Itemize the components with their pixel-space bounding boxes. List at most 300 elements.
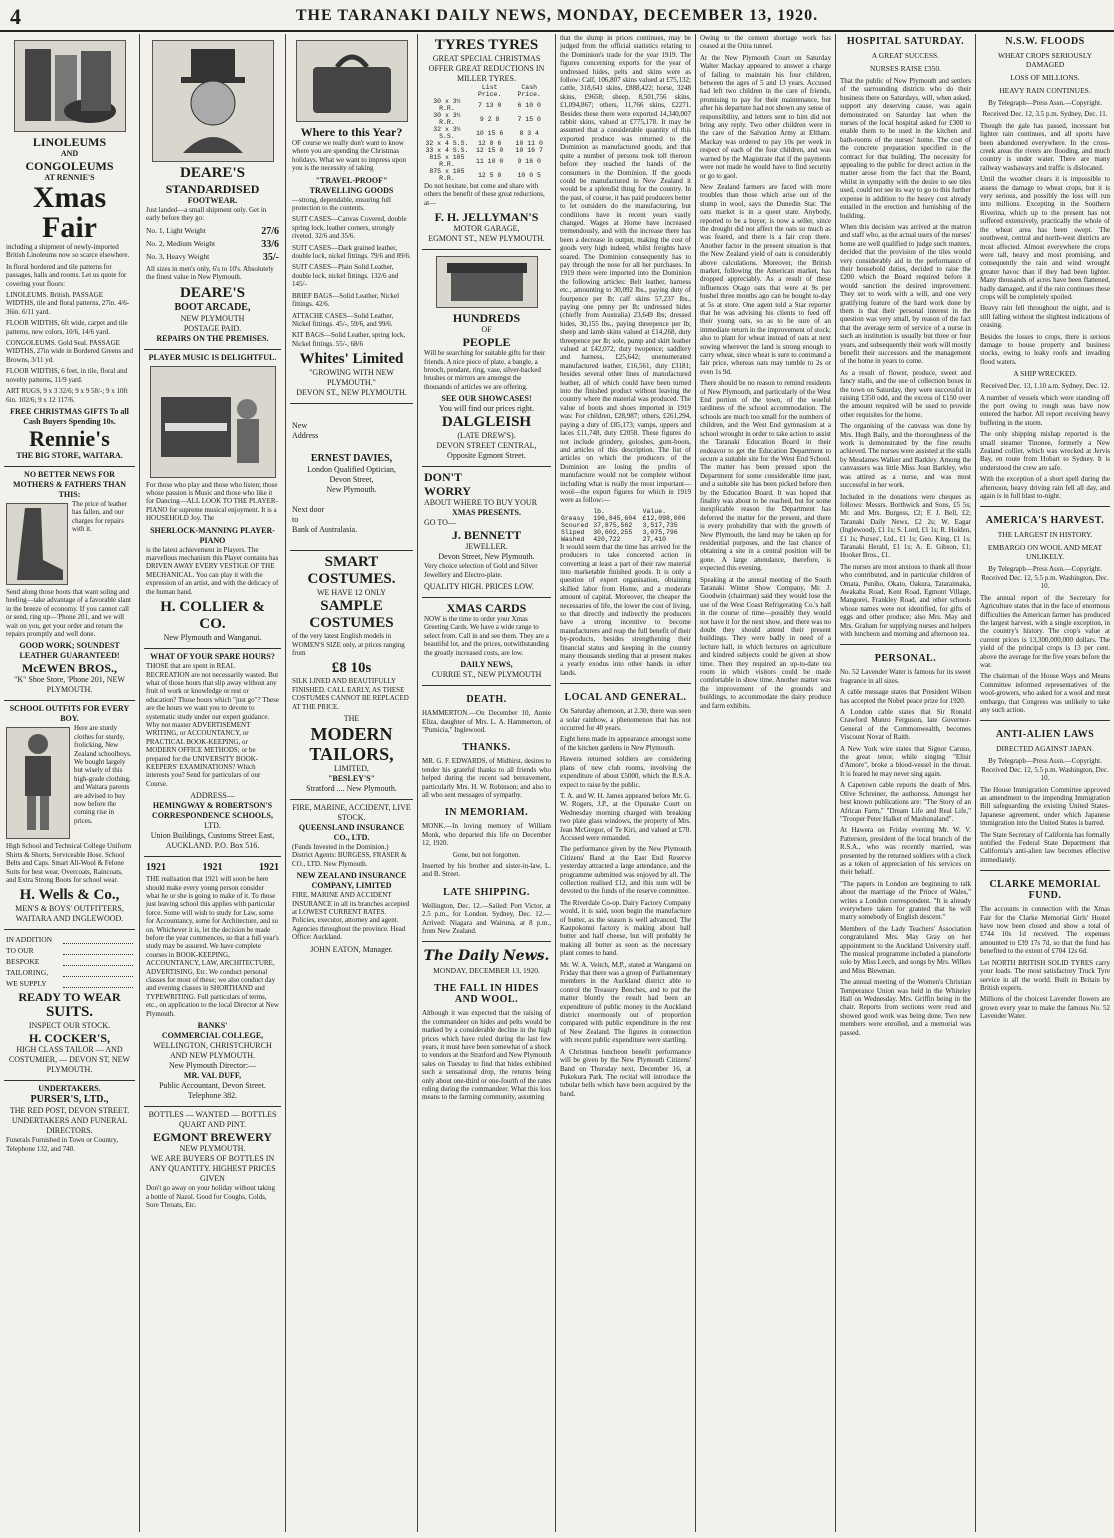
thanks-head: THANKS. [462, 742, 511, 754]
davies-name: ERNEST DAVIES, [310, 453, 393, 465]
cell: Sliped [561, 528, 585, 536]
about-label: ABOUT WHERE TO BUY YOUR [424, 498, 538, 508]
header-cell: Cash Price. [517, 84, 541, 98]
divider [980, 870, 1110, 871]
divider [560, 683, 691, 684]
blank-rule [63, 968, 133, 977]
whites-item: BRIEF BAGS—Solid Leather, Nickel fittings. 42/6. [292, 291, 400, 309]
personal-item: "The papers in London are beginning to talk about the marriage of the Prince of Wales," writes a London correspondent. "It is already everywhere taken for granted that he will marry somebody of English descent." [840, 879, 971, 922]
hospital-sub: A GREAT SUCCESS. [871, 51, 940, 60]
free-gifts: FREE CHRISTMAS GIFTS To all Cash Buyers Spending 10s. [10, 406, 129, 426]
floods-sub-2: LOSS OF MILLIONS. [1010, 73, 1080, 82]
hospital-paragraph: As a result of flower, produce, sweet and fancy stalls, and the use of collection boxes in the town on Saturday, they were successful in raising £350 odd, and the excess of £150 over the amount required will be used to provide other requisites for the home. [840, 368, 971, 419]
director-name: MR. VAL DUFF, [183, 1071, 242, 1081]
schoolboy-illustration [6, 727, 70, 839]
tyres-head: TYRES TYRES [434, 37, 539, 53]
wells-name: H. Wells & Co., [19, 887, 120, 904]
hospital-paragraph: That the public of New Plymouth and settlers of the surrounding districts who do their business there on Saturdays, will, when asked, support any deserving cause, was again demonstrated on Saturday last when the nurses of the local hospital asked for £300 to enable them to be used in the kitchen and bath-rooms of the nurses' home. The cost of the concrete preparation specified in the contract for that building. The necessity for appealing to the public for direct action in the matter arose from the fact that the Board, whilst in sympathy with the desire to see tiles used, could not see its way to go to this further expense in addition to the heavy cost already entailed in the erection and furnishing of the building. [840, 77, 971, 220]
xmas-presents: XMAS PRESENTS. [452, 508, 521, 518]
purser-note: Funerals Furnished in Town or Country, Telephone 132, and 740. [6, 1136, 119, 1153]
clarke-paragraph: Millions of the choicest Lavender flowers are grown every year to make the famous No. 52 Lavender Water. [980, 995, 1110, 1021]
personal-head: PERSONAL. [874, 653, 937, 665]
thanks-notice: MR. G. F. EDWARDS, of Midhirst, desires to tender his grateful thanks to all friends who helped during the recent sad bereavement, particularly Mrs. H. W. Robinson; and also to all who sent messages of sympathy. [422, 757, 551, 799]
cell: 6 10 0 [517, 101, 541, 109]
table-header [560, 508, 691, 515]
insurance-note-2: FIRE, MARINE AND ACCIDENT INSURANCE in all its branches accepted at LOWEST CURRENT RATES. Policies, executor, attorney and agent. Agencies throughout the province. Head Office: Auckland. [292, 891, 410, 942]
cell: 37,875,562 [593, 521, 633, 529]
hospital-paragraph: When this decision was arrived at the matron and staff who, as the actual users of the nurses' home are well qualified to judge such matters, decided that the provision of the tiles would very considerably aid in the performance of their household duties, decided to raise the £200 which the Board required before it would sanction the desired improvement. They set to work with a will, and one very gratifying feature of the hard work done by them is that their personal interest in the question was very small, by reason of the fact that the average term of service of a nurse in such an institution is usually but three or four years, and subsequently their work will mostly benefit their successors and the management of the home in years to come. [840, 222, 971, 366]
late-drews: (LATE DREW'S). [457, 431, 516, 441]
cell: 815 x 105 R.R. [429, 154, 465, 168]
limited: LIMITED, [334, 763, 369, 773]
ready-to-wear: READY TO WEAR [18, 990, 121, 1005]
table-row [424, 126, 549, 140]
mcewen-body: Send along those boots that want soling and heeling—take advantage of a favorable slant in the breeze of economy. If you cannot call or send, ring up—'Phone 201, and we will wait on you, get your order and return the repairs promptly and well done. [6, 587, 131, 638]
memoriam-head: IN MEMORIAM. [444, 807, 529, 819]
local-item: The performance given by the New Plymouth Citizens' Band at the East End Reserve yesterday attracted a large attendance, and the programme submitted was enjoyed by all. The collection realised £12, and this sum will be devoted to the funds of the reserve committee. [560, 845, 691, 896]
divider [980, 720, 1110, 721]
wells-body: High School and Technical College Uniform Shirts & Shorts, Serviceable Hose. School Belts and Caps. Smart All-Wool & Felone Suits for best wear. Overcoats, Raincoats, and Extra Strong Boots for school wear. [6, 842, 132, 884]
cable-paragraph: With the exception of a short spell during the afternoon, heavy driving rain fell all day, and again is in full blast to-night. [980, 475, 1110, 501]
cell: 875 x 105 R.R. [429, 168, 465, 182]
local-item: T. A. and W. H. James appeared before Mr. G. W. Rogers, J.P., at the Opunake Court on Wednesday morning charged with breaking two plate glass windows, the property of Mrs. Jean McGregor, of Te Kiri, and valued at £70. Accused were remanded. [560, 791, 691, 842]
cell: 420,722 [593, 535, 621, 543]
column-2 [140, 34, 286, 1532]
cell: 30 x 3½ R.R. [433, 112, 461, 126]
standardised: STANDARDISED [165, 182, 260, 196]
xmas-cards: XMAS CARDS [446, 601, 527, 616]
davies-city: New Plymouth. [326, 485, 377, 495]
cell: 30,602,255 [593, 528, 633, 536]
boot-arcade: BOOT ARCADE, [174, 301, 251, 313]
table-row [424, 154, 549, 168]
divider [980, 506, 1110, 507]
personal-item: Members of the Lady Teachers' Association congratulated Mrs. May Gray on her appointment to the Auckland University staff. The musical programme included a pianoforte solo by Miss Leech, and songs by Mrs. Wilkes and Miss Blewman. [840, 924, 971, 975]
to-label: to [292, 515, 299, 525]
tailors-address: Stratford .... New Plymouth. [306, 783, 397, 793]
header-cell: Value. [642, 507, 666, 515]
smart-costumes: SMART COSTUMES. [307, 554, 396, 588]
mcewen-tagline: GOOD WORK; SOUNDEST LEATHER GUARANTEED! [19, 641, 120, 661]
memoriam-verse: Gone, but not forgotten. [452, 850, 521, 859]
whites-item: KIT BAGS—Solid Leather, spring lock, Nickel fittings. 55/-, 68/6 [292, 331, 406, 348]
cable-paragraph: The only shipping mishap reported is the small steamer Tinonee, formerly a New Zealand collier, which was wrecked at Jervis Bay, en route from Hobart to Sydney. It is understood the crew are safe. [980, 430, 1110, 472]
nazol-note: Don't go away on your holiday without taking a bottle of Nazol. Good for Coughs, Colds, Sore Throats, Etc. [146, 1184, 275, 1209]
sample: SAMPLE [320, 598, 383, 615]
whites-item: SUIT CASES—Dark grained leather, double lock, nickel fittings. 79/6 and 89/6. [292, 243, 411, 261]
banks-director: New Plymouth Director:— [168, 1061, 257, 1071]
ship-head: A SHIP WRECKED. [1013, 369, 1077, 379]
insurance-agent: JOHN EATON, Manager. [310, 944, 393, 954]
leader-date: MONDAY, DECEMBER 13, 1920. [433, 966, 540, 976]
cable-paragraph: Though the gale has passed, incessant but lighter rain continues, and all sports have been abandoned everywhere. In the cross-creek areas the rivers are flooding, and much country is under water. There are many railway washaways and traffic is dislocated. [980, 121, 1110, 172]
cable-paragraph: A number of vessels which were standing off the port owing to rough seas have now entered the harbor. All report receiving heavy buffeting in the storm. [980, 393, 1110, 427]
suits-label: SUITS. [45, 1004, 94, 1021]
rennie-item: LINOLEUMS. British. PASSAGE WIDTHS, tile and floral patterns, 27in. 4/6-36in. 6/11 yard. [6, 291, 130, 316]
price-label: No. 3, Heavy Weight [146, 251, 210, 261]
blank-rule [63, 946, 133, 955]
price-label: No. 2, Medium Weight [146, 238, 216, 248]
table-row [424, 168, 549, 182]
cocker-line-text: TAILORING, [6, 968, 49, 978]
congoleums-title: CONGOLEUMS [25, 159, 114, 173]
cell: 3,517,735 [642, 521, 678, 529]
anti-alien-head: ANTI-ALIEN LAWS [995, 729, 1095, 741]
hospital-head: HOSPITAL SATURDAY. [846, 36, 965, 47]
personal-item: A Capetown cable reports the death of Mrs. Olive Schreiner, the authoress. Amongst her best known publications are: "The Story of an African Farm," "Dream Life and Real Life," "Trooper Peter Halket of Mashonaland". [840, 781, 971, 823]
dateline: Received Dec. 13, 1.10 a.m. Sydney, Dec. 12. [980, 382, 1110, 391]
cell: 10 16 7 [515, 147, 543, 154]
banks-ad [144, 857, 281, 1107]
personal-item: At Hawera on Friday evening Mr. W. V. Patterson, president of the local branch of the R.S.A., who was recently married, was presented by the returned soldiers with a clock as a token of appreciation of his services on their behalf. [840, 826, 971, 877]
rennie-item: CONGOLEUMS. Gold Seal. PASSAGE WIDTHS, 27in wide in Bordered Greens and Browns, 3/11 yd. [6, 339, 133, 364]
local-item: Speaking at the annual meeting of the South Taranaki Winter Show Company, Mr. J. Goodwin (chairman) said they would lose the use of the West Coast Refrigerating Co.'s hall in the course of time—possibly they would not have it for the next show, and there was no doubt they should attend their present buildings. They were badly in need of a lecture hall, in which lectures on agriculture and kindred subjects could be given at show time. Then they required an up-to-date tea room in which visitors could be made comfortable in show time. Another matter was the improvement of the grounds and buildings, to accommodate the dairy produce and farm exhibits. [700, 575, 831, 710]
cocker-ad [4, 930, 135, 1081]
cocker-name: H. COCKER'S, [28, 1031, 110, 1046]
cell: 12 15 0 [475, 147, 504, 154]
cell: £12,098,006 [642, 514, 686, 522]
bennett-address: Devon Street, New Plymouth. [438, 552, 535, 562]
tyre-price-table [424, 84, 549, 182]
cell: 33 x 4 S.S. [425, 147, 469, 154]
bank-label: Bank of Australasia. [292, 525, 358, 535]
dateline: By Telegraph—Press Assn.—Copyright. Received Dec. 12, 5.5 p.m. Washington, Dec. 10. [981, 757, 1109, 783]
cell: Greasy [561, 514, 585, 522]
and-label: AND [60, 149, 79, 158]
daily-news-masthead: The Daily News. [423, 948, 550, 965]
cell: 12 8 6 [477, 140, 502, 147]
dateline: By Telegraph—Press Assn.—Copyright. [988, 99, 1102, 107]
hospital-paragraph: The organising of the canvass was done by Mrs. Hugh Baily, and the thoroughness of the work is demonstrated by the fine results achieved. The nurses were assisted at the stalls by Mesdames Walker and Barkley. Among the canvassers was little Miss Joan Barkley, who was attired as a nurse, and was most successful in her work. [840, 422, 971, 490]
wool-export-table [560, 508, 691, 543]
player-music-head: PLAYER MUSIC IS DELIGHTFUL. [148, 352, 277, 362]
wells-sub: MEN'S & BOYS' OUTFITTERS, WAITARA AND INGLEWOOD. [15, 904, 124, 924]
hospital-paragraph: Included in the donations were cheques as follows: Messrs. Borthwick and Sons, £5 5s; Mr. and Mrs. Burgess, £2; F. J. Bell, £2; Taranaki Daily News, £2 2s; W. Eagar (Inglewood), £1 1s; S. Lord, £1 1s; R. Holden, £1 1s; Purses', Ltd., £1 1s; Geo. King, £1 1s; Taranaki Herald, £1 1s; A. E. Gibson, £1; Hooker Bros., £1. [840, 492, 971, 560]
blank-rule [63, 979, 133, 988]
year: 1921 [146, 862, 166, 874]
cell: 32 x 3½ S.S. [433, 126, 461, 140]
price-value: 27/6 [261, 225, 279, 237]
death-notice: HAMMERTON.—On December 10, Annie Eliza, daughter of Mrs. L. A. Hammerton, of "Pumicia," Inglewood. [422, 709, 551, 734]
year: 1921 [259, 862, 279, 874]
jellyman-name: F. H. JELLYMAN'S [434, 210, 539, 225]
cell: 196,845,604 [593, 514, 637, 522]
besleys: "BESLEY'S" [327, 773, 376, 783]
undertakers-head: UNDERTAKERS. [38, 1084, 101, 1094]
at-rennies: AT RENNIE'S [44, 173, 95, 182]
deare-title: DEARE'S [179, 165, 246, 181]
banks-college: COMMERCIAL COLLEGE, [161, 1031, 264, 1041]
column-6 [696, 34, 836, 1532]
shipping-head: LATE SHIPPING. [443, 886, 530, 898]
leader-title: THE FALL IN HIDES AND WOOL. [434, 983, 539, 1006]
hundreds: HUNDREDS [452, 311, 521, 326]
insurance-note: (Funds Invested in the Dominion.) District Agents: BURGESS, FRASER & CO., LTD. New Plymouth. [292, 842, 407, 868]
boot-illustration [6, 503, 68, 585]
banks-places: WELLINGTON, CHRISTCHURCH AND NEW PLYMOUTH. [153, 1041, 272, 1061]
cell: 12 5 0 [477, 171, 502, 179]
leader-body: Although it was expected that the raising of the commandeer on hides and pelts would be marked by a considerable decline in the high prices which have ruled during the last few years, it must have been somewhat of a shock to vendors at the Stratford and New Plymouth sales on Tuesday to find that hides exhibited such a sensational drop, the returns being only about one-third or one-fourth of the rates ruling during the commandeer. What this loss means to the farming community, assuming [422, 1009, 551, 1102]
tailors: TAILORS, [309, 743, 394, 764]
travel-proof: "TRAVEL-PROOF" [315, 175, 388, 185]
davies-ad [290, 404, 413, 551]
price-row [146, 239, 279, 250]
motor-garage: MOTOR GARAGE, [453, 224, 520, 234]
cable-paragraph: Besides the losses to crops, there is serious damage to house property and business stocks, owing to leaky roofs and invading flood waters. [980, 332, 1110, 366]
years-row [146, 862, 279, 873]
memoriam-notice: MONK.—In loving memory of William Monk, who departed this life on December 12, 1920. [422, 822, 551, 848]
cocker-line [6, 957, 133, 966]
director-address: Public Accountant, Devon Street. Telephone 382. [159, 1081, 266, 1101]
header-cell: List Price. [477, 84, 502, 98]
bennett-ad [422, 467, 551, 598]
collier-ad [144, 350, 281, 649]
cell: 11 10 0 [475, 157, 504, 165]
column-5 [556, 34, 696, 1532]
purser-sub: UNDERTAKERS AND FUNERAL DIRECTORS. [11, 1116, 128, 1136]
dateline: Received Dec. 12, 3.5 p.m. Sydney, Dec. 11. [982, 110, 1108, 119]
footwear: FOOTWEAR. [187, 196, 238, 205]
cocker-line [6, 935, 133, 944]
purser-ad [4, 1081, 135, 1161]
wells-side: Here are sturdy clothes for sturdy, frolicking, New Zealand schoolboys. We bought largely but wisely of this high-grade clothing, and Waitara parents are advised to buy now before the coming rise in prices. [74, 724, 132, 825]
deare-city: NEW PLYMOUTH [180, 313, 245, 323]
price-label: No. 1, Light Weight [146, 225, 206, 235]
cocker-line-text: IN ADDITION [6, 935, 53, 945]
bottles-wanted: BOTTLES — WANTED — BOTTLES QUART AND PINT. [148, 1110, 277, 1130]
insurance-lines: FIRE, MARINE, ACCIDENT, LIVE STOCK. [292, 802, 411, 822]
purser-address: THE RED POST, DEVON STREET. [9, 1106, 130, 1116]
costume-price: £8 10s [331, 660, 372, 677]
cable-paragraph: Heavy rain fell throughout the night, and is still falling without the slightest indications of ceasing. [980, 304, 1110, 330]
cell: 7 15 0 [517, 115, 541, 123]
whites-motto: "GROWING WITH NEW PLYMOUTH." [309, 368, 394, 388]
cell: 9 16 0 [517, 157, 541, 165]
cell: 9 2 8 [479, 115, 500, 123]
header-cell: lb. [593, 507, 605, 515]
player-piano-illustration [150, 366, 276, 478]
queensland-insurance: QUEENSLAND INSURANCE CO., LTD. [298, 822, 405, 842]
travelling-goods: TRAVELLING GOODS [309, 185, 394, 195]
price-row [146, 252, 279, 263]
personal-item: The annual meeting of the Women's Christian Temperance Union was held in the Whiteley Hall on Wednesday. Mrs. Griffin being in the chair. Reports from sections were read and showed good work was being done. Two new members were enrolled, and a memorial was passed. [840, 978, 971, 1037]
personal-item: No. 52 Lavender Water is famous for its sweet fragrance in all sizes. [840, 668, 971, 685]
table-row [424, 147, 549, 154]
clarke-paragraph: Let NORTH BRITISH SOLID TYRES carry your loads. The most satisfactory Truck Tyre service in all the world. Built in Britain by British experts. [980, 958, 1110, 992]
shipping-notice: Wellington, Dec. 12.—Sailed: Port Victor, at 2.5 p.m., for London. Sydney, Dec. 12.—Arrived: Niagara and Wairuna, at 8 p.m., from New Zealand. [422, 901, 551, 935]
blank-rule [63, 935, 133, 944]
cell: 7 13 0 [477, 101, 502, 109]
cards-body: NOW is the time to order your Xmas Greeting Cards. We have a wide range to select from. Call in and see them. They are a beautiful lot, and the prices, notwithstanding the greatly increased costs, are low. [424, 615, 550, 657]
mcewen-headline: NO BETTER NEWS FOR MOTHERS & FATHERS THAN THIS: [12, 469, 127, 499]
have-12-only: WE HAVE 12 ONLY [316, 588, 387, 598]
hemingway-place: Union Buildings, Customs Street East, AUCKLAND. P.O. Box 516. [150, 831, 275, 851]
tyres-body: Do not hesitate, but come and share with others the benefit of these great reductions, at— [424, 182, 545, 207]
purser-name: PURSER'S, LTD., [30, 1094, 109, 1106]
goods-note: —strong, dependable, ensuring full protection to the contents. [292, 195, 391, 213]
price-value: 35/- [262, 251, 279, 263]
hemingway-name: HEMINGWAY & ROBERTSON'S CORRESPONDENCE SCHOOLS, [152, 801, 273, 821]
whites-address: DEVON ST., NEW PLYMOUTH. [296, 388, 407, 398]
local-item: A Christmas luncheon benefit performance will be given by the New Plymouth Citizens' Band on Thursday next, December 16, at Pukekura Park. The recital will introduce the tubular bells which have been acquired by the band. [560, 1047, 691, 1098]
hemingway-ltd: LTD. [204, 821, 221, 831]
banks-body: THE realisation that 1921 will soon be here should make every young person consider what he or she is going to make of it. To those just leaving school this applies with particular force. Some will wish to study for Law, some for Accountancy, some for Architecture, and so on. Whichever it is, let the decision be made before the year commences, so that a full year's study may be assured. We have complete courses in BOOK-KEEPING, ACCOUNTANCY, LAW, ARCHITECTURE, ADVERTISING, Etc. We conduct personal classes for most of these; we also conduct day and evening classes in SHORTHAND and TYPEWRITING. Full particulars of terms, etc., on application to the local Director at New Plymouth. [146, 875, 279, 1018]
postage: POSTAGE PAID. [183, 323, 242, 333]
collier-body: For those who play and those who listen; those whose passion is Music and those who like it for Dancing—ALL LOOK TO THE PLAYER-PIANO for supreme musical enjoyment. It is a HOUSEHOLD Joy. The [146, 480, 278, 523]
cell: 32 x 4 S.S. [425, 140, 469, 147]
anti-alien-sub: DIRECTED AGAINST JAPAN. [996, 744, 1094, 754]
cards-ad [422, 598, 551, 686]
nz-insurance: NEW ZEALAND INSURANCE COMPANY, LIMITED [296, 871, 407, 891]
rennie-item: FLOOR WIDTHS, 6ft wide, carpet and tile patterns, new colors, 10/6, 14/6 yard. [6, 319, 128, 336]
price-value: 33/6 [261, 238, 279, 250]
cable-paragraph: Until the weather clears it is impossible to assess the damage to wheat crops, but it is very serious, and possibly the loss will run into millions. Excepting in the Southern Riverina, which up to the present has not suffered extensively, practically the whole of the wheat area has been swept. The southwest, central and north-west districts are most affected. Almost everywhere the crops were tall, heavy and most promising, and consequently the rain and wind wrought greater havoc than if they had been lighter. Many thousands of acres have been flattened, badly damaged, and if the rain continues these crops will be completely spoiled. [980, 175, 1110, 301]
harvest-sub-2: EMBARGO ON WOOL AND MEAT UNLIKELY. [987, 543, 1103, 562]
travel-bag-illustration [296, 40, 408, 122]
whites-item: SUIT CASES—Plain Solid Leather, double lock, nickel fittings. 132/6 and 145/- [292, 263, 399, 289]
rennie-intro-2: In floral bordered and tile patterns for passages, halls and rooms. Let us quote for covering your floors: [6, 262, 127, 288]
next-door: Next door [292, 505, 325, 515]
cocker-line [6, 946, 133, 955]
table-row [560, 522, 691, 529]
deare-ad [144, 34, 281, 350]
cable-paragraph: The House Immigration Committee approved an amendment to the impending Immigration Bill safeguarding the existing United States-Japanese agreement, under which Japanese immigration into the United States is barred. [980, 785, 1110, 828]
mcewen-side: The price of leather has fallen, and our charges for repairs with it. [72, 499, 127, 534]
hemingway-ad [144, 649, 281, 857]
dont: DON'T [424, 470, 463, 485]
davies-sub: London Qualified Optician, [307, 465, 396, 475]
jeweller: JEWELLER. [465, 542, 508, 552]
see-showcases: SEE OUR SHOWCASES! [441, 394, 532, 404]
cable-paragraph: The State Secretary of California has formally notified the Federal State Department that California's anti-alien law becomes effective immediately. [980, 830, 1110, 864]
article-paragraph: It would seem that the time has arrived for the producers to take concerted action in converting at least a part of their raw material into marketable finished goods. It is only a question of expert organisation, obtaining skilled labor from Home, and a moderate amount of capital. Moreover, the cheaper the necessaries of life, the lower the cost of living, so that directly and indirectly the producers have a strong incentive to become manufacturers and reap the full benefit of their by-products, besides strengthening their financial status and keeping in the country many thousands sterling that at present makes a yearly exodus into other hands in other lands. [560, 542, 691, 677]
cocker-line-text: WE SUPPLY [6, 979, 47, 989]
mcewen-address: "K" Shoe Store, 'Phone 201, NEW PLYMOUTH. [14, 675, 125, 695]
where-this-year: Where to this Year? [300, 125, 403, 139]
dateline: By Telegraph—Press Assn.—Copyright. Received Dec. 12, 5.5 p.m. Washington, Dec. 10. [981, 565, 1109, 591]
cell: 27,410 [642, 535, 666, 543]
harvest-sub: THE LARGEST IN HISTORY. [997, 530, 1093, 540]
cell: Washed [561, 535, 585, 543]
harvest-head: AMERICA'S HARVEST. [985, 515, 1105, 527]
clarke-head: CLARKE MEMORIAL FUND. [989, 879, 1101, 902]
spare-hours-head: WHAT OF YOUR SPARE HOURS? [150, 652, 275, 662]
rennie-ad [4, 34, 135, 467]
floods-sub: WHEAT CROPS SERIOUSLY DAMAGED [997, 51, 1093, 69]
floods-head: N.S.W. FLOODS [1005, 36, 1085, 47]
local-general-head: LOCAL AND GENERAL. [564, 692, 687, 704]
quality-high: QUALITY HIGH. PRICES LOW. [424, 582, 534, 592]
dalgleish-name: DALGLEISH [441, 414, 532, 431]
collier-address: New Plymouth and Wanganui. [163, 633, 262, 643]
column-1 [0, 34, 140, 1532]
mcewen-ad [4, 467, 135, 701]
local-item: The Riverdale Co-op. Dairy Factory Company would, it is said, soon begin the manufacture of butter, as the season is well advanced. The Kaupokonui factory is making about half butter and half cheese, but will probably be making all butter as soon as the necessary plant comes to hand. [560, 898, 691, 958]
hemingway-body: THOSE that are spent in REAL RECREATION are not necessarily wasted. But what of those hours that slip away without any fruit of work or knowledge or rest or education? Those hours which "just go"? These are the hours we want you to devote to systematic study under our expert guidance. Why not master ADVERTISEMENT WRITING, or ACCOUNTANCY, or PRACTICAL BOOK-KEEPING, or MODERN OFFICE METHODS; or be prepared for the UNIVERSITY BOOK-KEEPERS' EXAMINATIONS? Which interests you? Send for particulars of our Course. [146, 662, 279, 788]
cocker-line-text: BESPOKE [6, 957, 40, 967]
cell: 3,075,796 [642, 528, 678, 536]
whites-item: ATTACHE CASES—Solid Leather, Nickel fittings. 45/-, 59/6, and 99/6. [292, 311, 394, 328]
table-row [424, 98, 549, 112]
of-label: OF [481, 325, 492, 335]
cell: 10 0 5 [517, 171, 541, 179]
whites-name: Whites' Limited [299, 351, 404, 368]
the-label: THE [343, 713, 360, 723]
local-item: At the New Plymouth Court on Saturday Walter Mackay appeared to answer a charge of failing to maintain his four children, between the ages of 5 and 13 years. Accused had left two children in the care of friends, promising to pay for their maintenance, but after his departure had not shown any sense of responsibility, and letters sent to him did not bring any reply. Two other children were in the care of the Salvation Army at Eltham. Mackay was ordered to pay 10s per week in respect of each of the four children, and was warned by the Magistrate that if the payments were not made he would have to find security or go to gaol. [700, 53, 831, 180]
local-item: Mr. W. A. Veitch, M.P., stated at Wanganui on Friday that there was a group of Parliamentary members in the Auckland district able to control the Treasury Benches, and to put the matter bluntly the result had been an expenditure of public money in the Auckland district enormously out of proportion compared with public expenditure in the rest of New Zealand. The figures in connection with recent public expenditure were startling. [560, 960, 691, 1045]
repairs: REPAIRS ON THE PREMISES. [156, 333, 269, 343]
local-item: There should be no reason to remind residents of New Plymouth, and particularly of the West End portion of the town, of the woeful tardiness of the school accommodation. The schools are much too small for the numbers of children, and the West End gymnasium at a school wrought in order to take action to assist the Taranaki Education Board in their endeavor to get the Education Department to secure a suitable site for the West End School. The matter has been pressed upon the Department for some considerable time past, and a suitable site has been picked before then by the Education Board. It was hoped that finality was about to be reached, but for some inexplicable reason the Department has deferred the matter for the present, and there is every probability that with the growth of New Plymouth, the land may be taken up for residential purposes, and the last chance of obtaining a site in a central position will be gone. A large attendance, therefore, is expected this evening. [700, 379, 831, 573]
tyres-ad [422, 34, 551, 250]
costumes-body-2: SILK LINED AND BEAUTIFULLY FINISHED. CALL EARLY, AS THESE COSTUMES CANNOT BE REPLACED AT THE PRICE. [292, 677, 409, 711]
rennies-store-name: Rennie's [29, 425, 110, 451]
header-cell [560, 508, 592, 515]
local-item: New Zealand farmers are faced with more troubles than those which arise out of the slump in wool, says the Dunedin Star. The oats market is in a queer state. Anybody, reported to be a buyer, is now a seller, since the drought did not affect the oats so much as was feared, and there is a fair crop there. Another factor in the present situation is that the New Zealand yield of oats is considerably above calculations. Moreover, the British market, following the American market, has dropped appreciably. As a result of these influences Otago oats that were at 9s per bushel three months ago can be bought to-day at 5s at store. One agent told a Star reporter that he was advising his clients to feed off their young oats, so as to be sure of an immediate return in the improvement of stock; also to plant for wheat instead of oats at next sowing wherever the land is strong enough to carry wheat, since wheat is sure to command a fair price, whereas oats may tumble to 2s or even 1s 9d. [700, 182, 831, 376]
divider [840, 644, 971, 645]
local-item: Owing to the cement shortage work has ceased at the Otira tunnel. [700, 34, 831, 51]
hospital-paragraph: The nurses are most anxious to thank all those who contributed, and in particular children of Omata, Puniho, Okato, Oakura, Tataraimaka, Awakaha Road, Kent Road, Egmont Village, Mangorei, Frankley Road, and other schools whose names were not identified, for gifts of eggs and other produce; also Mrs. May and Mrs. Graham for supplying nurses and helpers with luncheon and morning and afternoon tea. [840, 562, 971, 638]
header-cell [424, 84, 470, 98]
deare-store: DEARE'S [179, 284, 246, 301]
daily-news-name: DAILY NEWS, [460, 660, 513, 670]
price-row [146, 226, 279, 237]
cocker-line [6, 979, 133, 988]
worry: WORRY [424, 484, 471, 499]
cell: Scoured [561, 521, 589, 529]
whites-intro: OF course we really don't want to know where you are spending the Christmas holidays. What we want to impress upon you is the necessity of taking [292, 139, 406, 173]
rennie-intro: including a shipment of newly-imported British Linoleums now so scarce elsewhere. [6, 243, 130, 260]
masthead [0, 0, 1114, 32]
costumes-ad [290, 551, 413, 800]
egmont-brewery: EGMONT BREWERY [152, 1130, 273, 1145]
linoleums-title: LINOLEUMS [32, 135, 107, 149]
go-to: GO TO— [424, 518, 456, 528]
newspaper-title: THE TARANAKI DAILY NEWS, MONDAY, DECEMBER 13, 1920. [295, 7, 819, 24]
dalgleish-body: Will be searching for suitable gifts for their friends. A nice piece of plate, a bangle, a brooch, pendant, ring, vase, silver-backed brushes or mirrors are amongst the thousands of articles we are offering. [424, 349, 546, 391]
table-row [424, 112, 549, 126]
prices-right: You will find our prices right. [438, 404, 535, 414]
xmas-fair-title: Xmas Fair [32, 181, 107, 244]
deare-intro: Just landed—a small shipment only. Get in early before they go: [146, 206, 267, 223]
bennett-name: J. BENNETT [451, 528, 522, 543]
brewery-buyers: WE ARE BUYERS OF BOTTLES IN ANY QUANTITY. HIGHEST PRICES GIVEN [149, 1154, 276, 1184]
table-row [560, 529, 691, 536]
cocker-line-text: TO OUR [6, 946, 34, 956]
daily-news-address: CURRIE ST., NEW PLYMOUTH [431, 670, 542, 680]
rennie-item: FLOOR WIDTHS, 6 feet, in tile, floral and novelty patterns, 11/9 yard. [6, 367, 128, 384]
address-label: ADDRESS— [190, 791, 235, 801]
local-item: Eight hens made its appearance amongst some of the kitchen gardens in New Plymouth. [560, 735, 691, 752]
banks-name: BANKS' [197, 1021, 228, 1031]
costumes-body: of the very latest English models in WOMEN'S SIZE only, at prices ranging from [292, 632, 405, 657]
column-7 [836, 34, 976, 1532]
cable-paragraph: The chairman of the House Ways and Means Committee informed representatives of the wool-growers, who asked for a wool and meat embargo, that Congress was unlikely to take any such action. [980, 672, 1110, 714]
cell: 10 11 0 [515, 140, 543, 147]
collier-name: H. COLLIER & CO. [160, 599, 265, 633]
personal-item: A London cable states that Sir Ronald Crawford Munro Ferguson, late Governor-General of the Commonwealth, becomes Viscount Novar of Raith. [840, 708, 971, 742]
wells-headline: SCHOOL OUTFITS FOR EVERY BOY. [9, 704, 130, 724]
page-number: 4 [10, 4, 21, 29]
cell: 30 x 3½ R.R. [433, 98, 461, 112]
jellyman-address: EGMONT ST., NEW PLYMOUTH. [428, 234, 545, 244]
inspect-stock: INSPECT OUR STOCK. [28, 1021, 111, 1031]
divider [422, 941, 551, 942]
table-row [560, 536, 691, 543]
brewery-city: NEW PLYMOUTH. [179, 1144, 246, 1154]
costumes: COSTUMES [309, 615, 394, 632]
column-8 [976, 34, 1114, 1532]
dalgleish-address: DEVON STREET CENTRAL, Opposite Egmont Street. [436, 441, 537, 461]
